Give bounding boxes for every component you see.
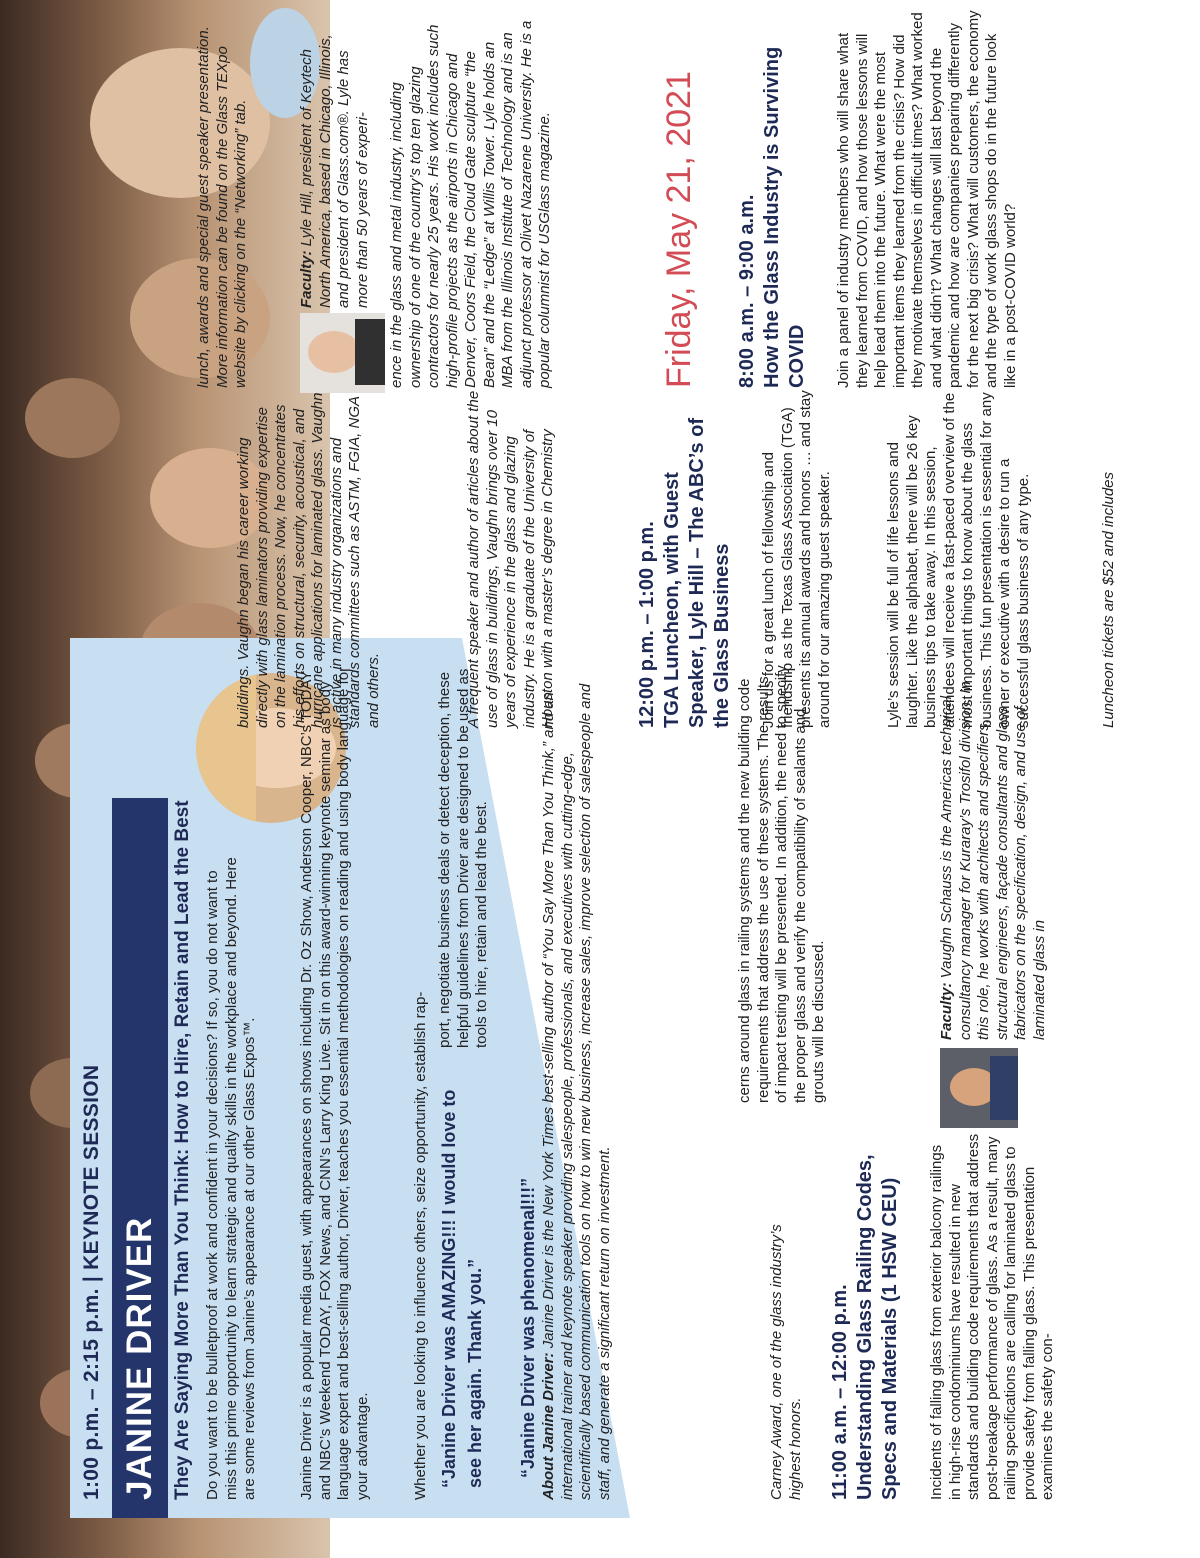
- about-janine: About Janine Driver: Janine Driver is the New York Times best-selling author of “You Say More Than You Think,” and an international trainer and keynote speaker providing salespeople, professionals, and executives with cutting-edge, scientifically based communication tools on how to win new business, increase sales, improve selection of salespeople and staff, and generate a significant return on investment.: [540, 683, 613, 1500]
- testimonial-1: “Janine Driver was AMAZING!!! I would love to see her again. Thank you.”: [439, 1089, 485, 1488]
- luncheon-tickets-cont: lunch, awards and special guest speaker presentation. More information can be found on the Glass TEXpo website by clicking on the “Networking” tab.: [195, 26, 249, 388]
- luncheon-desc: Join us for a great lunch of fellowship and friendship as the Texas Glass Association (TGA) presents its annual awards and honors … and stay around for our amazing guest speaker.: [760, 390, 833, 728]
- keynote-influence: Whether you are looking to influence others, seize opportunity, establish rap-: [412, 991, 429, 1500]
- carney-award-text: Carney Award, one of the glass industry’s highest honors.: [768, 1224, 804, 1500]
- speaker-name-bar: JANINE DRIVER: [112, 798, 168, 1518]
- keynote-influence-2: port, negotiate business deals or detect deception, these helpful guidelines from Driver are designed to be used as tools to hire, retain and lead the best.: [436, 668, 490, 1048]
- keynote-intro: Do you want to be bulletproof at work and confident in your decisions? If so, you do not want to miss this prime opportunity to learn strategic and quality skills in the workplace and beyond. Here are some reviews from Janine’s appearance at our other Glass Expos™.: [204, 857, 258, 1500]
- covid-desc: Join a panel of industry members who will share what they learned from COVID, and how those lessons will help lead them into the future. What were the most important items they learned from the crisis? How did they motivate themselves in difficult times? What worked and what didn’t? What changes will last beyond the pandemic and how are companies preparing differently for the next big crisis? What will customers, the economy and the type of work glass shops do in the future look like in a post-COVID world?: [835, 10, 1019, 388]
- lyle-faculty: Faculty: Lyle Hill, president of Keytech North America, based in Chicago, Illinois, and president of Glass.com®. Lyle has more than 50 years of experi-: [298, 34, 371, 308]
- railing-session-title: 11:00 a.m. – 12:00 p.m. Understanding Glass Railing Codes, Specs and Materials (1 HSW CEU): [829, 1154, 901, 1500]
- vaughn-schauss-photo: [940, 1048, 1018, 1128]
- vaughn-bio-cont: buildings. Vaughn began his career working directly with glass laminators providing expertise on the lamination process. Now, he concentrates his efforts on structural, security, acoustical, and hurricane applications for laminated glass. Vaughn is active in many industry organizations and standards committees such as ASTM, FGIA, NGA and others.: [235, 392, 382, 728]
- keynote-title: They Are Saying More Than You Think: How to Hire, Retain and Lead the Best: [172, 800, 193, 1500]
- lyle-bio: ence in the glass and metal industry, including ownership of one of the country’s top ten glazing contractors for nearly 25 years. His work includes such high-profile projects as the airports in Chicago and Denver, Coors Field, the Cloud Gate sculpture “the Bean” and the “Ledge” at Willis Tower. Lyle holds an MBA from the Illinois Institute of Technology and is an adjunct professor at Olivet Nazarene University. He is a popular columnist for USGlass magazine.: [388, 20, 553, 388]
- vaughn-faculty: Faculty: Vaughn Schauss is the Americas technical consultancy manager for Kuraray’s Trosifol division. In this role, he works with architects and specifiers, structural engineers, façade consultants and glass fabricators on the specification, design, and use of laminated glass in: [938, 681, 1048, 1040]
- vaughn-bio-2: A frequent speaker and author of articles about the use of glass in buildings, Vaughn brings over 10 years of experience in the glass and glazing industry. He is a graduate of the University of Houston with a master’s degree in Chemistry: [465, 390, 556, 728]
- lyle-hill-photo: [300, 313, 385, 393]
- railing-desc-2: cerns around glass in railing systems and the new building code requirements that address the use of these systems. The results of impact testing will be presented. In addition, the need to specify the proper glass and verify the compatibility of sealants and grouts will be discussed.: [736, 665, 827, 1103]
- friday-date: Friday, May 21, 2021: [660, 71, 698, 388]
- railing-desc-1: Incidents of falling glass from exterior balcony railings in high-rise condominiums have resulted in new standards and building code requirements that address post-breakage performance of glass. As a result, many railing specifications are calling for laminated glass to provide safety from falling glass. This presentation examines the safety con-: [928, 1133, 1056, 1500]
- testimonial-2: “Janine Driver was phenomenal!!!”: [518, 1177, 538, 1478]
- keynote-time-header: 1:00 p.m. – 2:15 p.m. | KEYNOTE SESSION: [80, 1064, 103, 1500]
- luncheon-title: 12:00 p.m. – 1:00 p.m. TGA Luncheon, with Guest Speaker, Lyle Hill – The ABC’s of the Glass Business: [636, 417, 733, 728]
- luncheon-desc-2: Lyle’s session will be full of life lessons and laughter. Like the alphabet, there will be 26 key business tips to take away. In this session, attendees will receive a fast-paced overview of the most important things to know about the glass business. This fun presentation is essential for any owner or executive with a desire to run a successful glass business of any type.: [885, 392, 1032, 728]
- luncheon-tickets: Luncheon tickets are $52 and includes: [1100, 471, 1117, 728]
- keynote-bio: Janine Driver is a popular media guest, with appearances on shows including Dr. Oz Show, Anderson Cooper, NBC’s TODAY and NBC’s Weekend TODAY, FOX News, and CNN’s Larry King Live. Sit in on this award-winning keynote seminar as body language expert and best-selling author, Driver, teaches you essential methodologies on reading and using body language for your advantage.: [298, 666, 371, 1500]
- covid-session-title: 8:00 a.m. – 9:00 a.m. How the Glass Industry is Surviving COVID: [736, 46, 808, 388]
